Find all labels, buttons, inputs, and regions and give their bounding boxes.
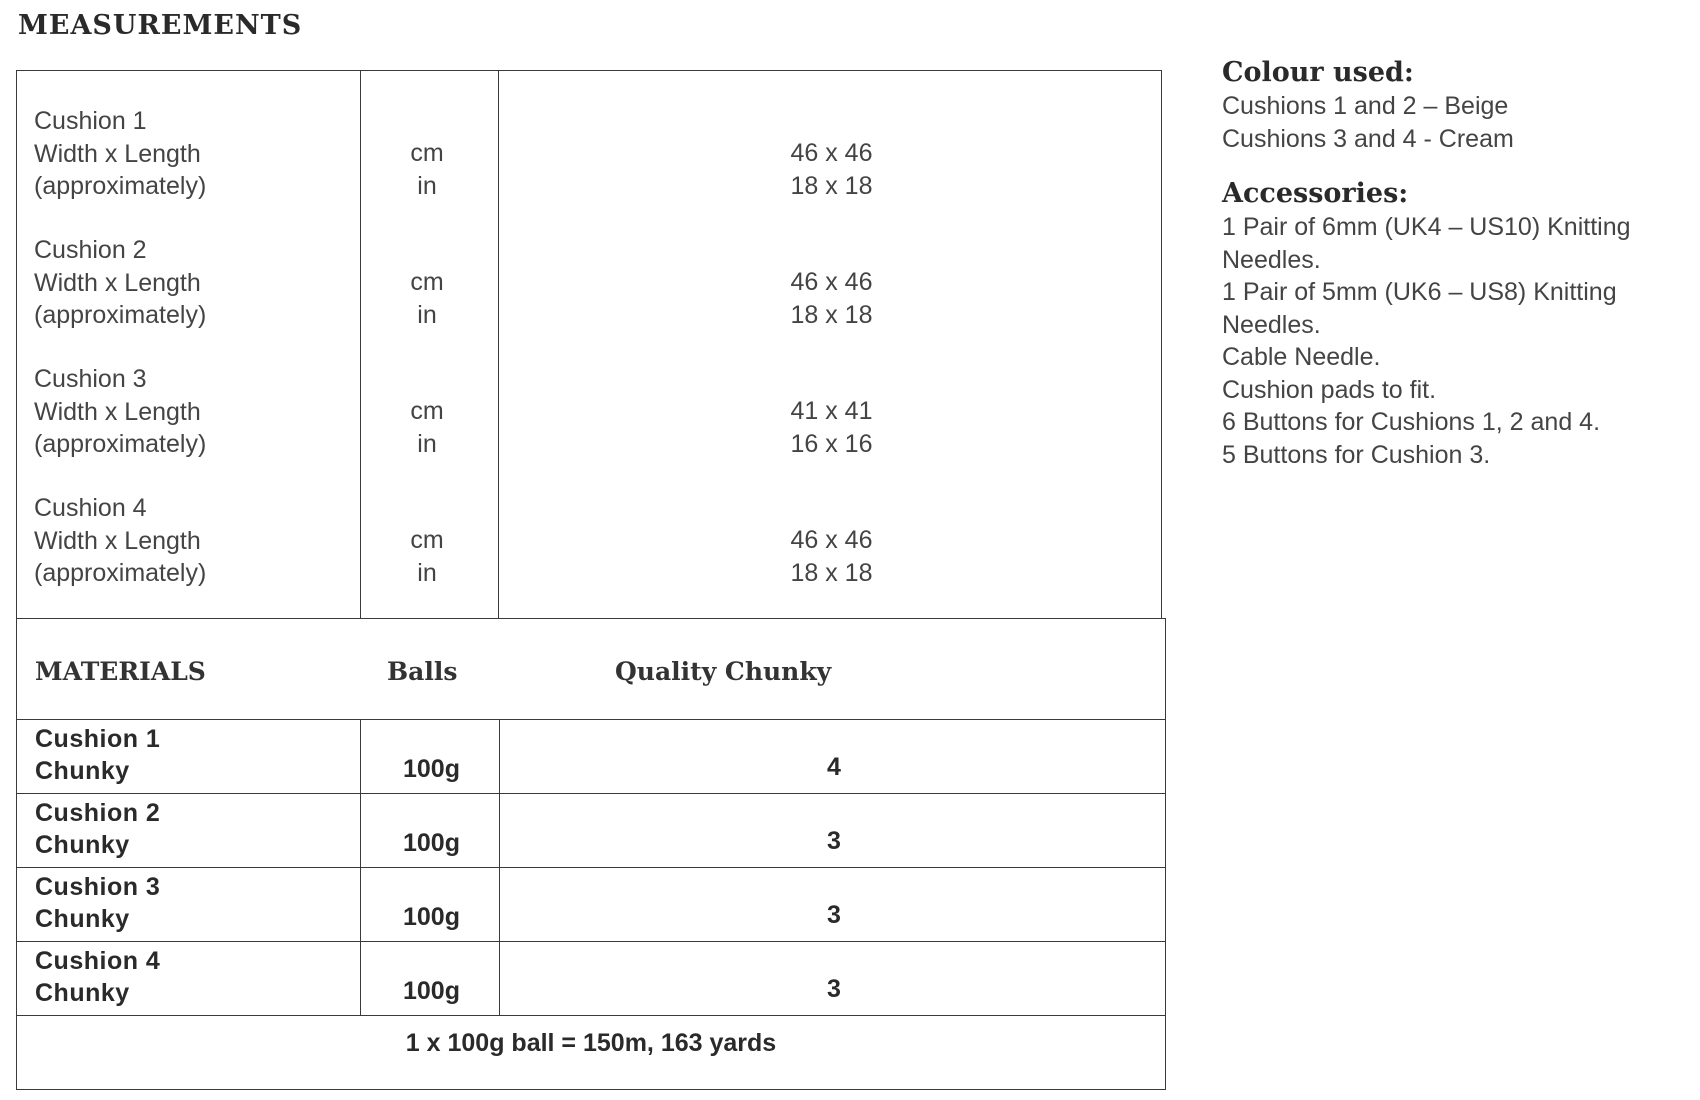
materials-header: MATERIALS <box>35 657 206 686</box>
dimension-label: Width x Length <box>34 268 201 297</box>
measurement-row <box>17 71 1161 200</box>
measurement-row <box>17 329 1161 458</box>
cushion-name: Cushion 4 <box>34 494 147 522</box>
material-row <box>17 719 1165 793</box>
material-row <box>17 867 1165 941</box>
yarn-type: Chunky <box>35 905 130 933</box>
size-in: 18 x 18 <box>790 558 873 587</box>
approx-label: (approximately) <box>34 559 207 587</box>
cushion-name: Cushion 1 <box>35 725 161 753</box>
row-divider <box>17 1015 1165 1016</box>
materials-table <box>16 618 1166 1090</box>
measurement-row <box>17 200 1161 329</box>
ball-count: 3 <box>827 827 841 855</box>
unit-cm: cm <box>410 397 444 425</box>
yarn-type: Chunky <box>35 757 130 785</box>
unit-cm: cm <box>410 526 444 554</box>
dimension-label: Width x Length <box>34 526 201 555</box>
balls-header: Balls <box>387 657 458 686</box>
cushion-name: Cushion 2 <box>35 799 161 827</box>
measurement-row <box>17 458 1161 587</box>
accessory-line: Cable Needle. <box>1222 343 1381 371</box>
dimension-label: Width x Length <box>34 397 201 426</box>
accessories-heading: Accessories: <box>1222 178 1409 209</box>
cushion-name: Cushion 3 <box>34 365 147 393</box>
accessory-line: Needles. <box>1222 310 1321 339</box>
cushion-name: Cushion 2 <box>34 236 147 264</box>
accessory-line: Cushion pads to fit. <box>1222 375 1437 404</box>
unit-in: in <box>417 429 437 458</box>
ball-weight: 100g <box>403 977 460 1005</box>
ball-count: 3 <box>827 975 841 1003</box>
unit-cm: cm <box>410 268 444 296</box>
material-row <box>17 793 1165 867</box>
size-in: 16 x 16 <box>790 429 873 458</box>
unit-in: in <box>417 300 437 329</box>
size-cm: 46 x 46 <box>790 526 873 554</box>
accessory-line: 1 Pair of 6mm (UK4 – US10) Knitting <box>1222 213 1631 241</box>
ball-weight: 100g <box>403 829 460 857</box>
colour-line: Cushions 1 and 2 – Beige <box>1222 92 1509 120</box>
yardage-note: 1 x 100g ball = 150m, 163 yards <box>405 1029 777 1057</box>
measurements-table <box>16 70 1162 618</box>
info-column <box>1222 56 1692 471</box>
yarn-type: Chunky <box>35 831 130 859</box>
colour-heading: Colour used: <box>1222 57 1414 88</box>
dimension-label: Width x Length <box>34 139 201 168</box>
unit-in: in <box>417 558 437 587</box>
size-cm: 46 x 46 <box>790 268 873 296</box>
ball-weight: 100g <box>403 903 460 931</box>
size-in: 18 x 18 <box>790 171 873 200</box>
cushion-name: Cushion 1 <box>34 107 147 135</box>
yarn-type: Chunky <box>35 979 130 1007</box>
material-row <box>17 941 1165 1015</box>
size-cm: 46 x 46 <box>790 139 873 167</box>
approx-label: (approximately) <box>34 301 207 329</box>
approx-label: (approximately) <box>34 430 207 458</box>
cushion-name: Cushion 3 <box>35 873 161 901</box>
ball-weight: 100g <box>403 755 460 783</box>
ball-count: 4 <box>827 753 841 781</box>
unit-cm: cm <box>410 139 444 167</box>
accessory-line: Needles. <box>1222 245 1321 274</box>
ball-count: 3 <box>827 901 841 929</box>
quality-header: Quality Chunky <box>615 657 832 686</box>
page-title: MEASUREMENTS <box>18 10 303 41</box>
colour-line: Cushions 3 and 4 - Cream <box>1222 124 1514 153</box>
cushion-name: Cushion 4 <box>35 947 161 975</box>
approx-label: (approximately) <box>34 172 207 200</box>
accessory-line: 1 Pair of 5mm (UK6 – US8) Knitting <box>1222 278 1617 306</box>
size-in: 18 x 18 <box>790 300 873 329</box>
accessory-line: 5 Buttons for Cushion 3. <box>1222 440 1491 469</box>
accessory-line: 6 Buttons for Cushions 1, 2 and 4. <box>1222 408 1601 436</box>
size-cm: 41 x 41 <box>790 397 873 425</box>
unit-in: in <box>417 171 437 200</box>
